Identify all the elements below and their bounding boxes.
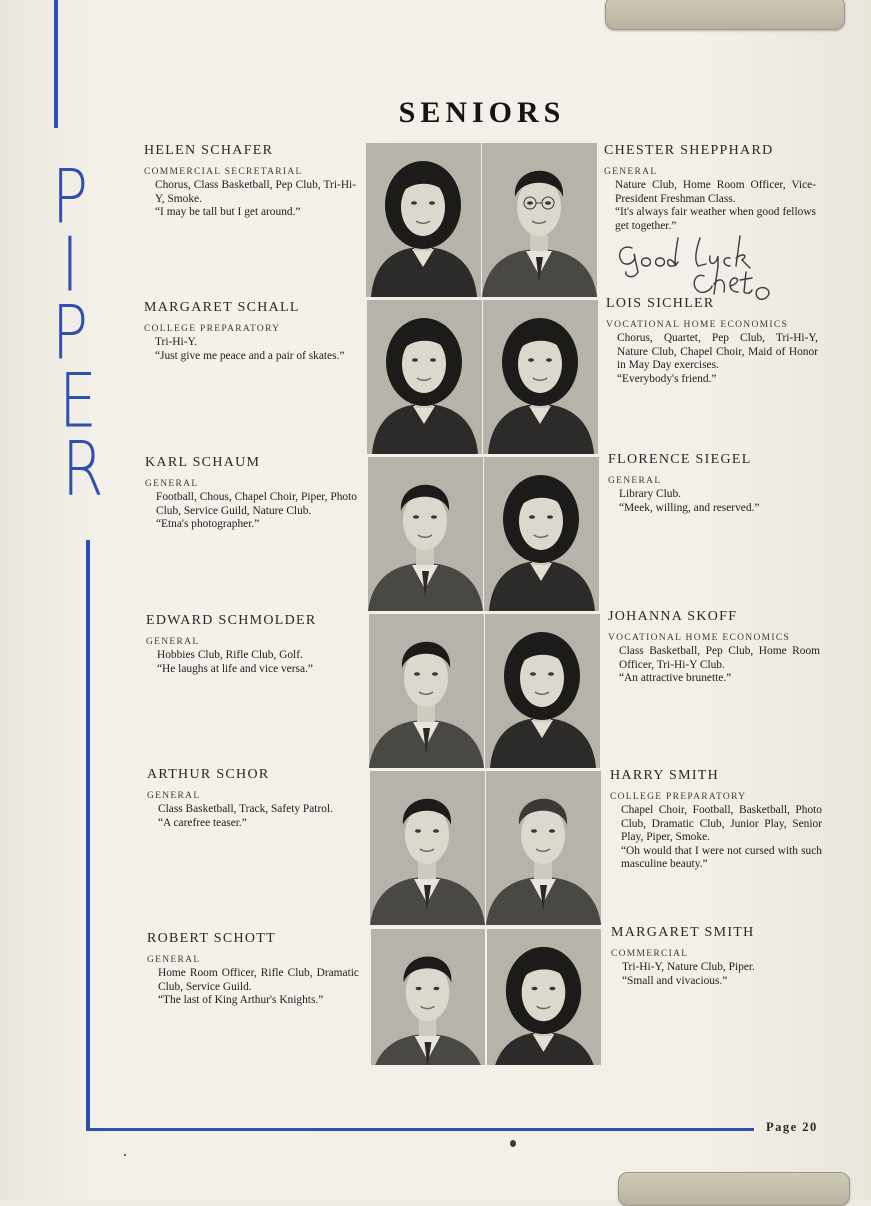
senior-activities: Tri-Hi-Y, Nature Club, Piper. — [622, 961, 755, 973]
senior-activities: Hobbies Club, Rifle Club, Golf. — [157, 649, 303, 661]
portrait-edward-schmolder — [369, 614, 484, 768]
portrait-margaret-smith — [487, 929, 601, 1065]
senior-quote: “Just give me peace and a pair of skates.” — [155, 349, 345, 362]
senior-entry — [610, 768, 822, 872]
sidebar-letter-p1: P — [51, 153, 89, 242]
senior-quote: “Small and vivacious.” — [622, 974, 728, 987]
senior-entry — [146, 613, 358, 676]
senior-name: ROBERT SCHOTT — [147, 931, 276, 946]
page-tab-top — [605, 0, 845, 30]
senior-course: GENERAL — [147, 791, 201, 801]
senior-quote: “Meek, willing, and reserved.” — [619, 501, 760, 514]
senior-course: VOCATIONAL HOME ECONOMICS — [606, 320, 789, 330]
senior-activities: Tri-Hi-Y. — [155, 336, 198, 348]
senior-entry — [604, 143, 816, 233]
senior-name: ARTHUR SCHOR — [147, 767, 270, 782]
senior-name: FLORENCE SIEGEL — [608, 452, 752, 467]
sidebar-letter-e: E — [59, 357, 97, 446]
senior-quote: “Etna's photographer.” — [156, 518, 260, 531]
senior-quote: “He laughs at life and vice versa.” — [157, 662, 313, 675]
senior-course: COMMERCIAL SECRETARIAL — [144, 167, 303, 177]
senior-name: MARGARET SMITH — [611, 925, 755, 940]
senior-entry — [611, 925, 823, 988]
footer-line — [86, 1128, 754, 1131]
senior-course: GENERAL — [147, 955, 201, 965]
senior-activities: Library Club. — [619, 488, 682, 500]
portrait-margaret-schall — [367, 300, 482, 454]
senior-course: GENERAL — [145, 479, 199, 489]
portrait-arthur-schor — [370, 771, 485, 925]
paper-speck — [510, 1140, 516, 1147]
senior-quote: “Oh would that I were not cursed with such masculine beauty.” — [621, 844, 822, 871]
senior-entry — [147, 767, 359, 830]
page-number: Page 20 — [766, 1120, 818, 1134]
senior-entry — [608, 609, 820, 686]
senior-quote: “It's always fair weather when good fellows get together.” — [615, 206, 816, 232]
handwritten-signature — [612, 232, 782, 320]
senior-activities: Chorus, Class Basketball, Pep Club, Tri-Hi-Y, Smoke. — [155, 179, 356, 205]
senior-course: GENERAL — [146, 637, 200, 647]
senior-quote: “The last of King Arthur's Knights.” — [158, 994, 324, 1007]
page-tab-bottom — [618, 1172, 850, 1206]
senior-name: KARL SCHAUM — [145, 455, 261, 470]
senior-name: JOHANNA SKOFF — [608, 609, 738, 624]
senior-course: COLLEGE PREPARATORY — [144, 324, 281, 334]
senior-name: HARRY SMITH — [610, 768, 720, 783]
senior-course: GENERAL — [604, 167, 658, 177]
senior-activities: Football, Chous, Chapel Choir, Piper, Photo Club, Service Guild, Nature Club. — [156, 491, 357, 517]
senior-entry — [147, 931, 359, 1008]
senior-activities: Nature Club, Home Room Officer, Vice-President Freshman Class. — [615, 179, 816, 205]
senior-activities: Class Basketball, Pep Club, Home Room Officer, Tri-Hi-Y Club. — [619, 645, 820, 671]
senior-activities: Class Basketball, Track, Safety Patrol. — [158, 803, 333, 815]
sidebar-letter-p2: P — [51, 289, 89, 378]
senior-course: COLLEGE PREPARATORY — [610, 792, 747, 802]
senior-course: COMMERCIAL — [611, 949, 689, 959]
portrait-johanna-skoff — [485, 614, 600, 768]
border-line-top-left — [54, 0, 58, 128]
portrait-lois-sichler — [483, 300, 598, 454]
senior-name: HELEN SCHAFER — [144, 143, 274, 158]
senior-name: EDWARD SCHMOLDER — [146, 613, 317, 628]
sidebar-letter-i: I — [61, 221, 79, 310]
senior-quote: “An attractive brunette.” — [619, 672, 732, 685]
senior-entry — [145, 455, 357, 532]
senior-activities: Home Room Officer, Rifle Club, Dramatic Club, Service Guild. — [158, 967, 359, 993]
portrait-florence-siegel — [484, 457, 599, 611]
senior-entry — [608, 452, 820, 515]
senior-quote: “Everybody's friend.” — [617, 372, 717, 385]
senior-name: CHESTER SHEPPHARD — [604, 143, 774, 158]
senior-entry — [144, 143, 356, 220]
senior-name: MARGARET SCHALL — [144, 300, 300, 315]
portrait-harry-smith — [486, 771, 601, 925]
senior-activities: Chorus, Quartet, Pep Club, Tri-Hi-Y, Nature Club, Chapel Choir, Maid of Honor in May Day exercises. — [617, 332, 818, 372]
senior-quote: “A carefree teaser.” — [158, 816, 247, 829]
border-line-left — [86, 540, 90, 1131]
portrait-robert-schott — [371, 929, 485, 1065]
senior-course: GENERAL — [608, 476, 662, 486]
page-title: SENIORS — [398, 96, 566, 129]
senior-name: LOIS SICHLER — [606, 296, 715, 311]
sidebar-letter-r: R — [62, 425, 104, 514]
senior-activities: Chapel Choir, Football, Basketball, Photo Club, Dramatic Club, Junior Play, Senior Play, Piper, Smoke. — [621, 804, 822, 844]
senior-quote: “I may be tall but I get around.” — [155, 206, 301, 219]
portrait-helen-schafer — [366, 143, 481, 297]
portrait-chester-sheppard — [482, 143, 597, 297]
senior-course: VOCATIONAL HOME ECONOMICS — [608, 633, 791, 643]
portrait-karl-schaum — [368, 457, 483, 611]
paper-speck — [124, 1154, 126, 1156]
senior-entry — [144, 300, 356, 363]
